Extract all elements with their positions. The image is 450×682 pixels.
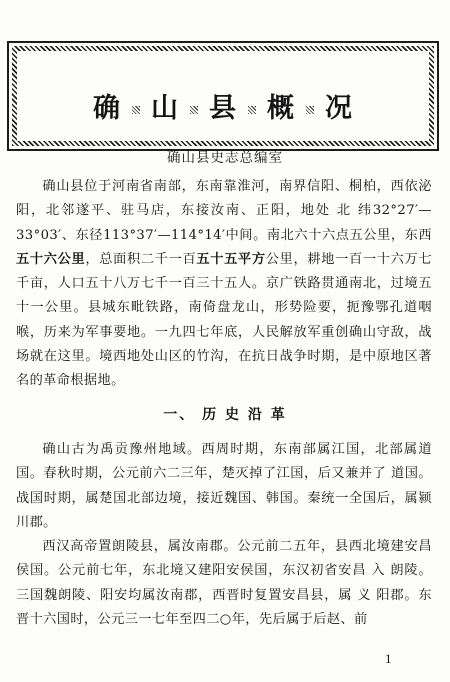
page-number: 1	[385, 651, 392, 666]
overview-emphasis: 五十五平方	[196, 251, 266, 267]
title-char: 县	[209, 93, 237, 124]
title-separator-ornament	[190, 106, 198, 114]
section-heading: 一、 历 史 沿 革	[163, 407, 287, 423]
overview-emphasis: 五十六公里	[16, 251, 86, 267]
author-line: 确山县史志总编室	[167, 150, 283, 166]
title-char: 山	[151, 93, 179, 124]
overview-section	[16, 175, 432, 394]
title-char: 确	[93, 93, 121, 124]
history-section	[16, 438, 432, 632]
title-frame-hatched-border	[12, 46, 434, 146]
title-separator-ornament	[132, 106, 140, 114]
overview-text: ，总面积二千一百	[85, 251, 197, 267]
history-paragraph: 西汉高帝置朗陵县，属汝南郡。公元前二五年，县西北境建安昌侯国。公元前七年，东北境又建阳安侯国，东汉初省安昌 入 朗陵。三国魏朗陵、阳安均属汝南郡，西晋时复置安昌县，属 义 阳郡。东晋十六国时，公元三一七年至四二○年，先后属于后赵、前	[16, 539, 432, 628]
page-title	[17, 86, 429, 125]
overview-paragraph	[16, 175, 432, 394]
history-paragraph: 确山古为禹贡豫州地域。西周时期，东南部属江国，北部属道国。春秋时期，公元前六二三年，楚灭掉了江国，后又兼并了 道国。战国时期，属楚国北部边境，接近魏国、韩国。秦统一全国后，属颍川郡。	[16, 442, 432, 530]
title-separator-ornament	[248, 106, 256, 114]
title-char: 概	[267, 93, 295, 124]
overview-text: 公里，耕地一百一十六万七千亩，人口五十八万七千一百三十五人。京广铁路贯通南北，过境五十一公里。县城东毗铁路，南倚盘龙山，形势险要，扼豫鄂孔道咽喉，历来为军事要地。一九四七年底，人民解放军重创确山守敌，战场就在这里。境西地处山区的竹沟，在抗日战争时期，是中原地区著名的革命根据地。	[16, 251, 433, 389]
title-frame	[7, 41, 439, 151]
overview-text: 确山县位于河南省南部，东南靠淮河，南界信阳、桐柏，西依泌阳，北邻遂平、驻马店，东接汝南、正阳，地处 北 纬32°27′—33°03′、东径113°37′—114°14′中间。南北六十六点五公里，东西	[16, 179, 432, 243]
title-char: 况	[325, 93, 353, 124]
title-separator-ornament	[306, 106, 314, 114]
